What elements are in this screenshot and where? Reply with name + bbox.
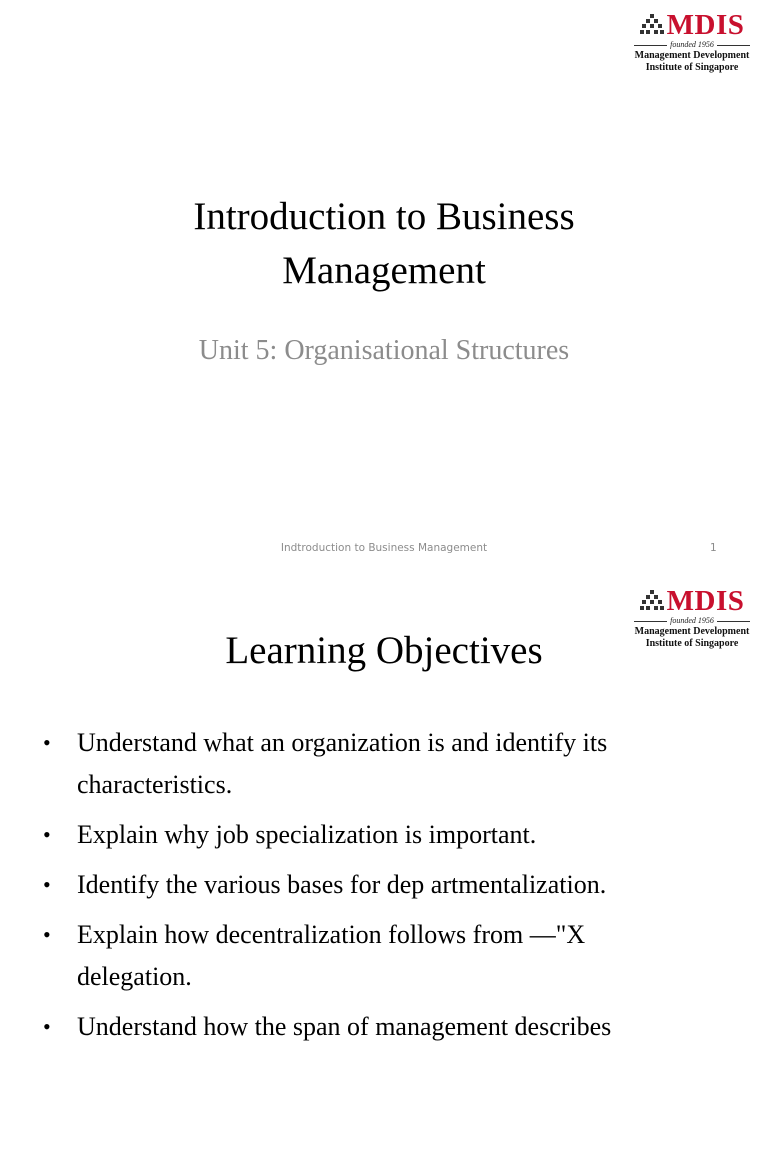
list-item — [43, 864, 743, 906]
logo-founded-row — [634, 616, 750, 626]
slide-title-line-2: Management — [282, 249, 486, 292]
logo-rule-left — [634, 45, 667, 46]
learning-objectives-slide — [0, 576, 768, 1152]
logo-rule-right — [717, 45, 750, 46]
logo-rule-left — [634, 621, 667, 622]
list-item-line: delegation. — [77, 962, 192, 991]
list-item — [43, 722, 743, 806]
page-number: 1 — [710, 542, 717, 554]
logo-founded: founded 1956 — [670, 616, 714, 625]
objectives-list — [43, 722, 743, 1056]
bullet: • — [43, 1014, 51, 1039]
logo-line-1: Management Development — [634, 50, 750, 61]
mdis-emblem-icon — [640, 14, 664, 36]
logo-line-2: Institute of Singapore — [645, 61, 739, 73]
list-item — [43, 914, 743, 998]
list-item-line: Understand how the span of management describes — [77, 1012, 612, 1041]
list-item-line: characteristics. — [77, 770, 233, 799]
slide-footer: Indtroduction to Business Management — [280, 542, 488, 554]
list-item-line: Explain why job specialization is important. — [77, 820, 537, 849]
logo-line-1: Management Development — [634, 626, 750, 637]
logo-line-2: Institute of Singapore — [645, 637, 739, 649]
list-item — [43, 1006, 743, 1048]
logo-brand: MDIS — [666, 9, 745, 41]
list-item — [43, 814, 743, 856]
slide-title-line-1: Introduction to Business — [193, 195, 575, 238]
logo-founded-row — [634, 40, 750, 50]
list-item-line: Understand what an organization is and identify its — [77, 728, 608, 757]
slide-title — [0, 190, 768, 298]
slide-heading: Learning Objectives — [225, 629, 543, 672]
logo-rule-right — [717, 621, 750, 622]
slide-subtitle: Unit 5: Organisational Structures — [198, 335, 570, 366]
mdis-logo — [634, 10, 750, 73]
list-item-line: Identify the various bases for dep artmentalization. — [77, 870, 607, 899]
logo-brand: MDIS — [666, 585, 745, 617]
bullet: • — [43, 730, 51, 755]
logo-founded: founded 1956 — [670, 40, 714, 49]
list-item-line: Explain how decentralization follows from —"X — [77, 920, 586, 949]
bullet: • — [43, 822, 51, 847]
bullet: • — [43, 922, 51, 947]
mdis-emblem-icon — [640, 590, 664, 612]
bullet: • — [43, 872, 51, 897]
